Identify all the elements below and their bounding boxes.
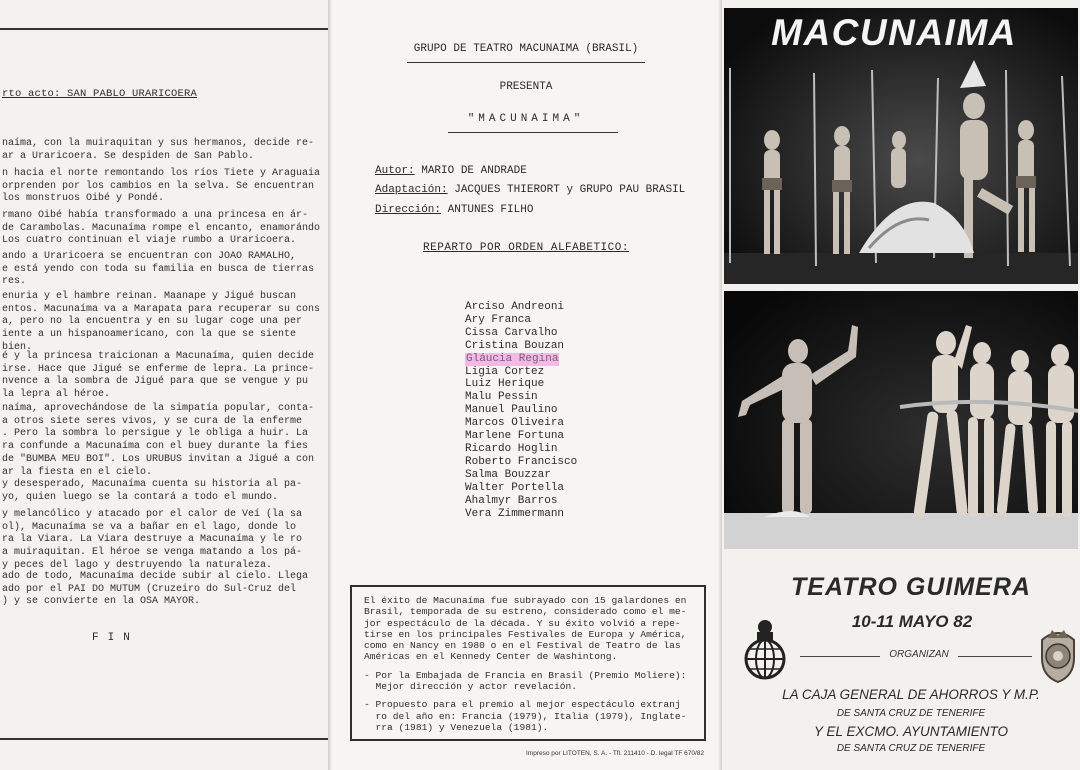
cast-member: Ahalmyr Barros (465, 494, 558, 507)
cast-member: Arciso Andreoni (465, 301, 565, 313)
synopsis-paragraph (2, 509, 317, 573)
awards-line: El éxito de Macunaíma fue subrayado con 15 galardones en (364, 595, 687, 606)
synopsis-line: orprenden por los cambios en la selva. Se encuentran (2, 180, 315, 192)
cast-member: Marlene Fortuna (465, 430, 565, 443)
divider (407, 62, 645, 63)
synopsis-line: entos. Macunaíma va a Marapata para recuperar su cons (2, 303, 321, 315)
synopsis-paragraph (2, 251, 317, 289)
city-coat-of-arms-icon (1036, 624, 1080, 684)
credit-label: Autor: (375, 165, 415, 177)
cast-member: Gláucia Regina (466, 352, 559, 365)
cast-member: Malu Pessin (465, 391, 538, 404)
cast-member: Marcos Oliveira (465, 417, 565, 430)
cast-heading: REPARTO POR ORDEN ALFABETICO: (423, 242, 629, 254)
synopsis-line: a, pero no la encuentra y en su lugar coge una per (2, 316, 303, 328)
awards-line: rra (1981) y Venezuela (1981). (364, 721, 549, 733)
divider (448, 132, 618, 133)
performance-dates: 10-11 MAYO 82 (851, 612, 973, 631)
cast-member: Walter Portella (465, 481, 565, 494)
bottom-rule (0, 738, 330, 740)
fold-crease (328, 0, 332, 770)
act-heading: rto acto: SAN PABLO URARICOERA (2, 88, 198, 100)
cast-member: Salma Bouzzar (465, 468, 551, 481)
synopsis-line: de "BUMBA MEU BOI". Los URUBUS invitan a Jigué a con (2, 453, 315, 465)
synopsis-line: yo, quien luego se la contará a todo el mundo. (2, 491, 279, 503)
synopsis-line: Los cuatro continuan el viaje rumbo a Uraricoera. (2, 235, 297, 247)
cover-title: MACUNAIMA (771, 12, 1017, 53)
synopsis-paragraph (2, 571, 317, 609)
synopsis-line: e está yendo con toda su familia en busca de tierras (2, 263, 315, 275)
synopsis-line: . Pero la sombra lo persigue y le obliga a huir. La (2, 428, 309, 440)
awards-line: - Propuesto para el premio al mejor espectáculo extranj (364, 699, 681, 711)
synopsis-line: naíma, aprovechándose de la simpatía popular, conta- (2, 403, 315, 414)
cast-member: Vera Zimmermann (465, 507, 565, 520)
synopsis-line: los monstruos Oibé y Pondé. (2, 193, 165, 205)
divider (958, 656, 1032, 657)
synopsis-line: y melancólico y atacado por el calor de Veí (la sa (2, 509, 303, 520)
awards-line: Brasil, temporada de su estreno, considerado como el me- (364, 606, 687, 618)
synopsis-line: irse. Hace que Jigué se enferme de lepra. La prince- (2, 363, 315, 375)
synopsis-line: ra la Viara. La Viara destruye a Macunaíma y le ro (2, 534, 303, 546)
play-title: "MACUNAIMA" (467, 113, 585, 125)
synopsis-line: enuria y el hambre reinan. Maanape y Jigué buscan (2, 291, 297, 302)
cast-member: Manuel Paulino (465, 404, 558, 417)
awards-line: - Por la Embajada de Francia en Brasil (Premio Moliere): (364, 669, 687, 681)
synopsis-line: de Carambolas. Macunaíma rompe el encanto, enamorándo (2, 222, 321, 234)
caja-globe-logo-icon (742, 617, 788, 681)
stage-photo-bottom (724, 291, 1078, 549)
top-rule (0, 28, 330, 30)
synopsis-line: ado por el PAI DO MUTUM (Cruzeiro do Sul-Cruz del (2, 583, 297, 595)
credit-direction (375, 204, 533, 216)
spacer (364, 663, 696, 670)
synopsis-line: bien. (2, 341, 33, 353)
awards-line: tirse en los principales Festivales de Europa y América, (364, 628, 687, 640)
synopsis-line: res. (2, 276, 27, 288)
synopsis-line: nvence a la sombra de Jigué para que se vengue y pu (2, 376, 309, 388)
credit-author (375, 165, 527, 177)
cast-member: Ligia Cortez (465, 365, 545, 378)
synopsis-line: n hacia el norte remontando los ríos Tiete y Araguaia (2, 168, 321, 179)
left-synopsis-panel (0, 0, 330, 770)
company-name: GRUPO DE TEATRO MACUNAIMA (BRASIL) (413, 43, 639, 55)
synopsis-paragraph (2, 138, 317, 163)
organizan-label: ORGANIZAN (889, 649, 949, 660)
divider (800, 656, 880, 657)
synopsis-line: ) y se convierte en la OSA MAYOR. (2, 596, 201, 608)
theatre-name: TEATRO GUIMERA (791, 573, 1031, 601)
synopsis-paragraph (2, 291, 321, 355)
stage-photo-bottom-image (724, 291, 1078, 549)
synopsis-line: ado de todo, Macunaíma decide subir al cielo. Llega (2, 571, 309, 582)
synopsis-line: ar la fiesta en el cielo. (2, 466, 153, 478)
awards-line: ro del año en: Francia (1979), Italia (1979), Inglate- (364, 710, 687, 722)
synopsis-line: ol), Macunaíma se va a bañar en el lago, donde lo (2, 521, 297, 533)
synopsis-line: ra confunde a Macunaíma con el buey durante la fies (2, 441, 309, 453)
synopsis-paragraph (2, 403, 317, 479)
synopsis-line: ar a Uraricoera. Se despiden de San Pablo. (2, 150, 255, 162)
credit-value: MARIO DE ANDRADE (421, 165, 527, 177)
credit-adaptation (375, 184, 685, 196)
awards-line: jor espectáculo de la década. Y su éxito volvió a repe- (364, 617, 681, 629)
awards-line: como en Nancy en 1980 o en el Festival de Teatro de las (364, 640, 681, 652)
presenta-text: PRESENTA (499, 81, 553, 93)
cast-member: Roberto Francisco (465, 455, 578, 468)
organizer-caja-location: DE SANTA CRUZ DE TENERIFE (836, 708, 986, 719)
awards-line: Mejor dirección y actor revelación. (364, 681, 578, 693)
synopsis-paragraph (2, 479, 317, 504)
synopsis-line: naíma, con la muiraquitan y sus hermanos, decide re- (2, 138, 315, 149)
cast-member: Cissa Carvalho (465, 326, 558, 339)
synopsis-line: ando a Uraricoera se encuentran con JOAO RAMALHO, (2, 251, 297, 262)
synopsis-line: y desesperado, Macunaíma cuenta su historia al pa- (2, 479, 303, 490)
organizer-caja: LA CAJA GENERAL DE AHORROS Y M.P. (782, 687, 1040, 702)
awards-box (350, 585, 706, 741)
synopsis-line: a muiraquitan. El héroe se venga matando a los pá- (2, 547, 303, 559)
organizer-ayuntamiento-location: DE SANTA CRUZ DE TENERIFE (836, 743, 986, 754)
printer-imprint: Impreso por LITOTEN, S. A. - Tfl. 211410 - D. legal TF 670/82 (526, 750, 704, 757)
synopsis-line: iente a un hispanoamericano, con la que se siente (2, 329, 297, 341)
credit-value: JACQUES THIERORT y GRUPO PAU BRASIL (454, 184, 686, 196)
fin-text: FIN (92, 632, 139, 644)
credit-label: Adaptación: (375, 184, 448, 196)
synopsis-line: a otros siete seres vivos, y se cura de la enferme (2, 415, 303, 427)
organizer-ayuntamiento: Y EL EXCMO. AYUNTAMIENTO (813, 724, 1009, 739)
synopsis-line: é y la princesa traicionan a Macunaíma, quien decide (2, 351, 315, 362)
cast-member: Cristina Bouzan (465, 339, 565, 352)
cast-member: Ricardo Hoglin (465, 442, 558, 455)
spacer (364, 692, 696, 699)
credit-value: ANTUNES FILHO (447, 204, 534, 216)
credit-label: Dirección: (375, 204, 442, 216)
cast-member: Ary Franca (465, 313, 532, 326)
cast-member: Luiz Herique (465, 378, 545, 391)
synopsis-paragraph (2, 168, 321, 206)
cast-list (465, 301, 577, 520)
synopsis-line: y peces del lago y destruyendo la naturaleza. (2, 559, 273, 571)
synopsis-paragraph (2, 210, 321, 248)
synopsis-line: la lepra al héroe. (2, 389, 111, 401)
awards-line: Américas en el Kennedy Center de Washintong. (364, 651, 618, 663)
synopsis-paragraph (2, 351, 317, 402)
synopsis-line: rmano Oibé había transformado a una princesa en ár- (2, 210, 309, 221)
middle-credits-panel (330, 0, 722, 770)
